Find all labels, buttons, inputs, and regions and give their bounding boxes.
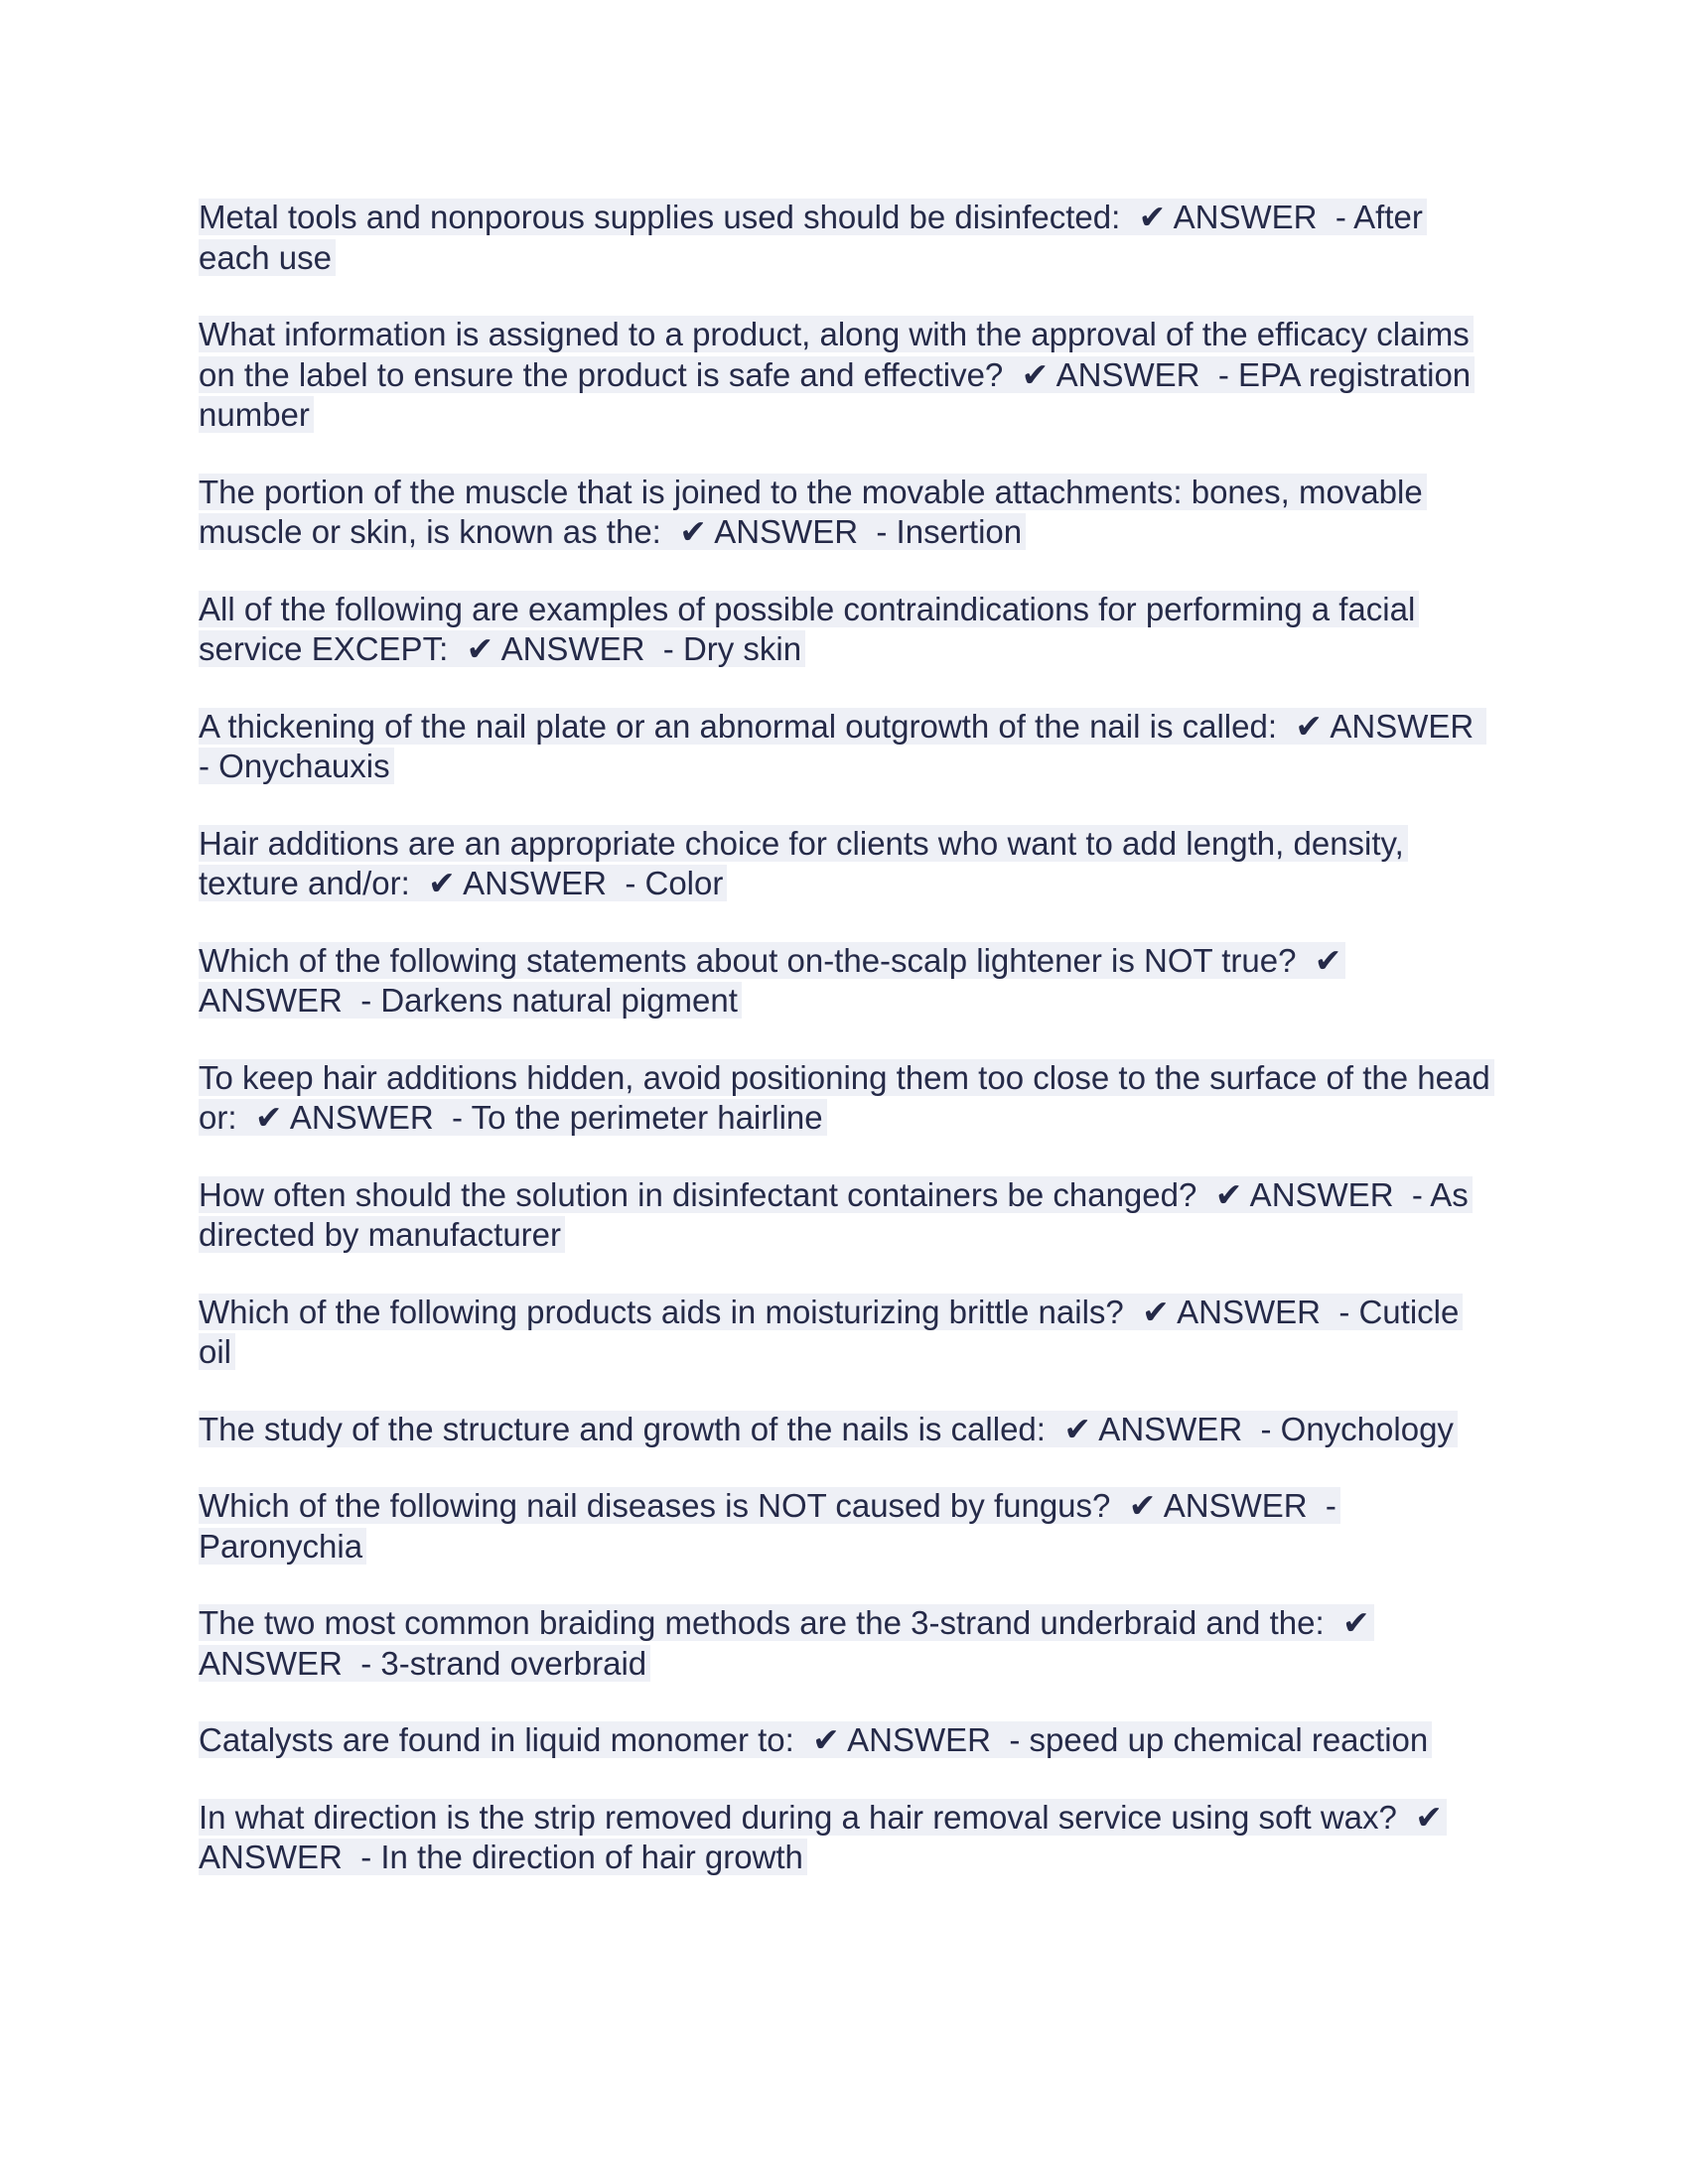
question-text: Which of the following nail diseases is NOT caused by fungus? [199,1487,1111,1524]
qa-item [199,1410,1499,1450]
qa-item [199,824,1499,904]
qa-item [199,1293,1499,1373]
answer-text: - speed up chemical reaction [1009,1721,1429,1758]
answer-text: - After each use [199,199,1423,276]
answer-text: - Onychauxis [199,748,390,784]
qa-item [199,473,1499,553]
answer-text: - Color [625,865,724,901]
question-text: A thickening of the nail plate or an abnormal outgrowth of the nail is called: [199,707,1278,745]
answer-marker: ✔ ANSWER [199,941,1342,1019]
qa-item [199,1486,1499,1567]
question-text: All of the following are examples of possible contraindications for performing a facial service EXCEPT: [199,590,1416,667]
answer-marker: ✔ ANSWER [1214,1175,1394,1213]
answer-marker: ✔ ANSWER [679,513,859,550]
question-text: Hair additions are an appropriate choice for clients who want to add length, density, texture and/or: [199,824,1404,901]
qa-item [199,941,1499,1022]
question-text: How often should the solution in disinfectant containers be changed? [199,1175,1197,1213]
answer-marker: ✔ ANSWER [1128,1487,1308,1524]
question-text: Catalysts are found in liquid monomer to: [199,1721,794,1758]
qa-item [199,590,1499,670]
question-text: The portion of the muscle that is joined to the movable attachments: bones, movable muscle or skin, is known as the: [199,473,1423,550]
answer-text: - Onychology [1260,1410,1454,1447]
answer-marker: ✔ ANSWER [812,1721,991,1758]
question-text: Which of the following products aids in moisturizing brittle nails? [199,1293,1124,1330]
answer-marker: ✔ ANSWER [1063,1410,1243,1447]
answer-text: - EPA registration number [199,355,1472,433]
answer-text: - Darkens natural pigment [360,982,738,1019]
answer-text: - Cuticle oil [199,1293,1460,1370]
question-text: Metal tools and nonporous supplies used should be disinfected: [199,199,1121,235]
question-text: What information is assigned to a product, along with the approval of the efficacy claims on the label to ensure the product is safe and effective? [199,316,1470,393]
answer-text: - To the perimeter hairline [452,1099,823,1136]
answer-marker: ✔ ANSWER [1142,1293,1321,1330]
qa-item [199,1720,1499,1761]
question-text: The two most common braiding methods are the 3-strand underbraid and the: [199,1604,1325,1641]
qa-item [199,1175,1499,1256]
answer-marker: ✔ ANSWER [428,865,607,901]
answer-text: - Dry skin [662,630,802,667]
question-text: To keep hair additions hidden, avoid positioning them too close to the surface of the head or: [199,1058,1490,1136]
question-text: In what direction is the strip removed during a hair removal service using soft wax? [199,1798,1397,1836]
answer-marker: ✔ ANSWER [466,630,645,667]
question-text: The study of the structure and growth of the nails is called: [199,1410,1046,1447]
answer-marker: ✔ ANSWER [1295,707,1475,745]
qa-item [199,707,1499,787]
qa-item [199,1058,1499,1139]
answer-text: - As directed by manufacturer [199,1175,1469,1253]
qa-item [199,1603,1499,1684]
answer-marker: ✔ ANSWER [1021,355,1200,393]
qa-item [199,1798,1499,1878]
question-text: Which of the following statements about on-the-scalp lightener is NOT true? [199,941,1297,979]
answer-marker: ✔ ANSWER [254,1099,434,1136]
qa-item [199,315,1499,436]
answer-text: - Insertion [876,513,1023,550]
answer-text: - Paronychia [199,1487,1336,1565]
answer-marker: ✔ ANSWER [199,1798,1443,1875]
answer-marker: ✔ ANSWER [199,1604,1370,1682]
answer-marker: ✔ ANSWER [1138,199,1318,235]
answer-text: - 3-strand overbraid [360,1644,647,1682]
document-page [199,198,1499,1915]
qa-item [199,198,1499,278]
answer-text: - In the direction of hair growth [360,1839,803,1875]
